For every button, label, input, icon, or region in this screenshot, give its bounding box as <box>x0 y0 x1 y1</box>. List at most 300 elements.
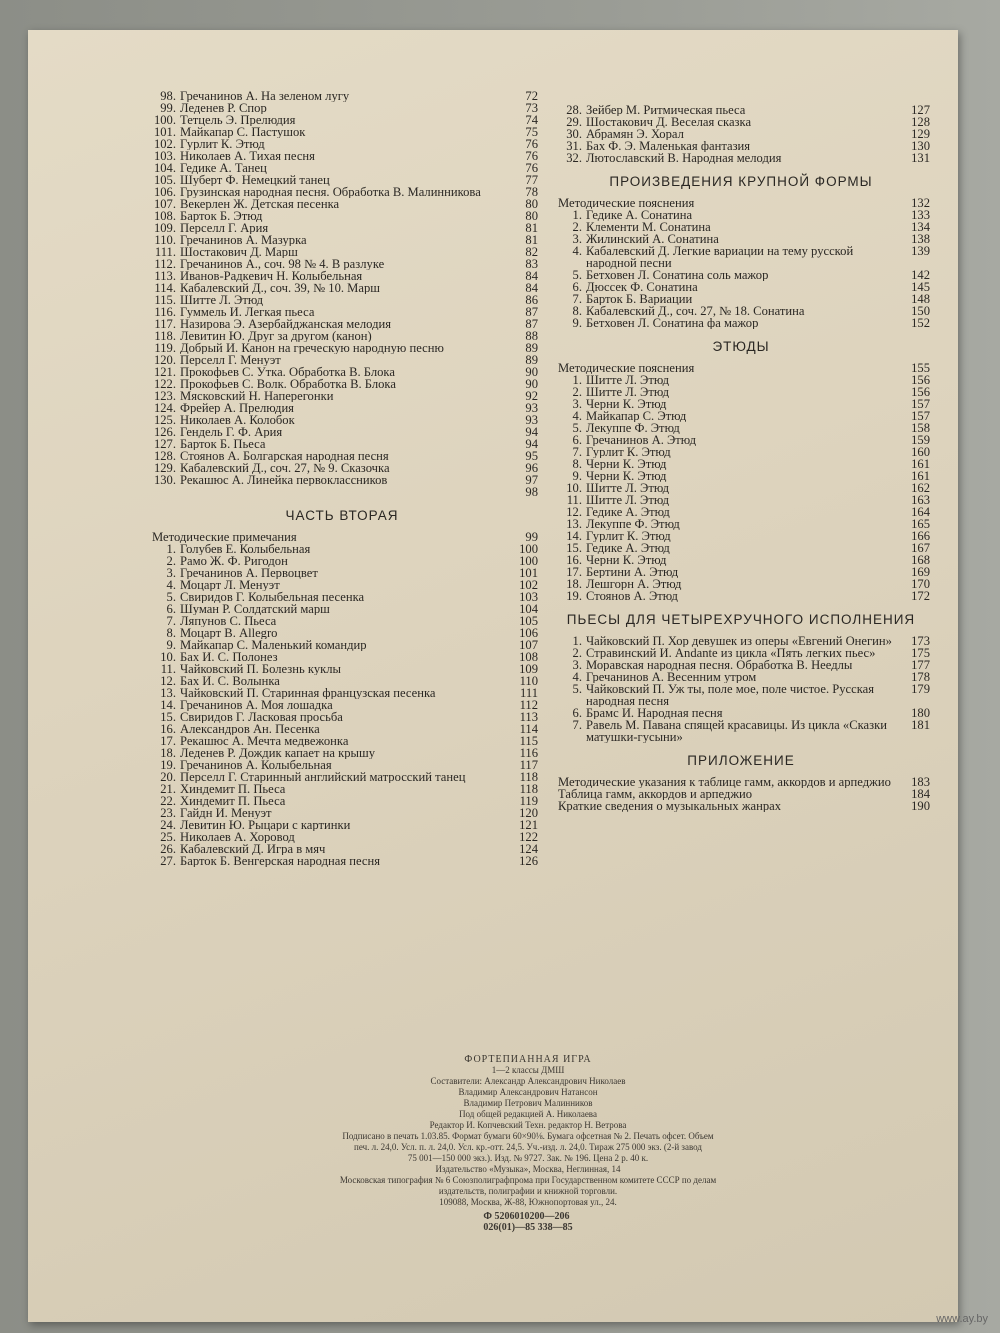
toc-entry-page: 150 <box>911 304 930 318</box>
toc-entry-title: Иванов-Радкевич Н. Колыбельная <box>180 270 363 282</box>
toc-entry <box>146 819 538 831</box>
toc-entry-title: Барток Б. Вариации <box>586 293 693 305</box>
toc-entry-title: Гурлит К. Этюд <box>586 530 671 542</box>
toc-entry-title: Кабалевский Д., соч. 39, № 10. Марш <box>180 282 380 294</box>
toc-entry-page: 148 <box>911 292 930 306</box>
toc-entry-number: 101. <box>153 125 176 139</box>
toc-entry-page: 74 <box>525 113 538 127</box>
toc-entry-number: 32. <box>566 151 582 165</box>
toc-entry-page: 94 <box>525 425 538 439</box>
toc-entry-number: 18. <box>566 577 582 591</box>
toc-entry-number: 7. <box>166 614 176 628</box>
toc-entry-number: 130. <box>153 473 176 487</box>
toc-entry-number: 19. <box>566 589 582 603</box>
toc-entry-title: Векерлен Ж. Детская песенка <box>180 198 340 210</box>
toc-entry-number: 107. <box>153 197 176 211</box>
toc-entry-page: 126 <box>519 854 538 868</box>
toc-entry-number: 17. <box>160 734 176 748</box>
toc-list-large-forms <box>552 197 930 329</box>
colophon-authors-2: Владимир Александрович Натансон <box>458 1087 598 1097</box>
toc-entry-title: Леденев Р. Дождик капает на крышу <box>180 747 375 759</box>
toc-entry-page: 120 <box>519 806 538 820</box>
toc-entry-page: 84 <box>525 269 538 283</box>
toc-entry-title: Черни К. Этюд <box>586 398 667 410</box>
toc-entry-title: Барток Б. Этюд <box>180 210 263 222</box>
toc-entry-number: 6. <box>572 280 582 294</box>
toc-entry <box>146 591 538 603</box>
toc-entry-number: 10. <box>160 650 176 664</box>
toc-entry-page: 139 <box>911 244 930 258</box>
toc-entry <box>552 293 930 305</box>
toc-entry-title: Рамо Ж. Ф. Ригодон <box>180 555 288 567</box>
toc-entry-title: Гречанинов А. На зеленом лугу <box>180 90 350 102</box>
toc-entry <box>552 422 930 434</box>
toc-list-appendix <box>552 776 930 812</box>
toc-entry-number: 25. <box>160 830 176 844</box>
toc-entry-number: 127. <box>153 437 176 451</box>
toc-entry-page: 158 <box>911 421 930 435</box>
toc-entry <box>146 378 538 390</box>
toc-entry <box>146 615 538 627</box>
toc-entry-page: 121 <box>519 818 538 832</box>
toc-entry-number: 2. <box>166 554 176 568</box>
toc-entry-page: 107 <box>519 638 538 652</box>
toc-entry-title: Бах И. С. Полонез <box>180 651 278 663</box>
toc-entry-number: 128. <box>153 449 176 463</box>
toc-entry-title: Перселл Г. Менуэт <box>180 354 281 366</box>
toc-entry-page: 118 <box>519 770 538 784</box>
toc-entry-title: Гурлит К. Этюд <box>586 446 671 458</box>
toc-entry-page: 124 <box>519 842 538 856</box>
toc-entry <box>146 711 538 723</box>
toc-entry-page: 101 <box>519 566 538 580</box>
toc-list-part-two <box>146 531 538 867</box>
toc-entry-title: Николаев А. Тихая песня <box>180 150 315 162</box>
toc-entry-page: 73 <box>525 101 538 115</box>
toc-entry-page: 89 <box>525 353 538 367</box>
toc-entry-number: 110. <box>154 233 176 247</box>
toc-entry-number: 1. <box>572 373 582 387</box>
toc-entry <box>552 566 930 578</box>
toc-entry <box>146 402 538 414</box>
colophon-editors: Редактор И. Копчевский Техн. редактор Н. Ветрова <box>429 1120 627 1130</box>
toc-entry-title: Бах Ф. Э. Маленькая фантазия <box>586 140 751 152</box>
toc-entry <box>146 198 538 210</box>
toc-entry <box>552 506 930 518</box>
toc-entry-number: 109. <box>153 221 176 235</box>
toc-entry-number: 14. <box>566 529 582 543</box>
toc-entry-number: 4. <box>572 670 582 684</box>
toc-entry-number: 98. <box>160 89 176 103</box>
toc-entry <box>552 233 930 245</box>
toc-entry-page: 108 <box>519 650 538 664</box>
right-column <box>552 104 930 812</box>
toc-entry-title: Гречанинов А. Весенним утром <box>586 671 757 683</box>
toc-entry-page: 114 <box>519 722 538 736</box>
toc-entry-page: 84 <box>525 281 538 295</box>
toc-entry-title: Грузинская народная песня. Обработка В. Малинникова <box>180 186 481 198</box>
toc-entry-title: Шитте Л. Этюд <box>586 482 670 494</box>
colophon-printer-3: 109088, Москва, Ж-88, Южнопортовая ул., 24. <box>439 1197 617 1207</box>
toc-entry-title: Шуман Р. Солдатский марш <box>180 603 330 615</box>
toc-entry <box>552 386 930 398</box>
toc-entry-title: Зейбер М. Ритмическая пьеса <box>586 104 746 116</box>
toc-entry-title: Шостакович Д. Веселая сказка <box>586 116 752 128</box>
toc-entry-title: Черни К. Этюд <box>586 458 667 470</box>
toc-entry <box>552 470 930 482</box>
toc-entry-page: 156 <box>911 373 930 387</box>
toc-entry-page: 166 <box>911 529 930 543</box>
toc-entry-title: Александров Ан. Песенка <box>180 723 320 735</box>
toc-entry-page: 161 <box>911 457 930 471</box>
toc-entry-title: Брамс И. Народная песня <box>586 707 723 719</box>
colophon-imprint-1: Ф 5206010200—206 <box>483 1211 570 1222</box>
colophon-printer-2: издательств, полиграфии и книжной торговли. <box>438 1186 618 1196</box>
toc-entry <box>146 759 538 771</box>
toc-entry-title: Клементи М. Сонатина <box>586 221 711 233</box>
toc-entry-number: 125. <box>153 413 176 427</box>
toc-entry <box>146 174 538 186</box>
toc-entry-title: Свиридов Г. Колыбельная песенка <box>180 591 365 603</box>
toc-entry-number: 9. <box>572 316 582 330</box>
toc-entry-number: 3. <box>572 658 582 672</box>
toc-entry <box>552 590 930 602</box>
toc-entry <box>146 474 538 486</box>
toc-entry-title: Гедике А. Этюд <box>586 542 670 554</box>
toc-entry-title: Мясковский Н. Наперегонки <box>180 390 334 402</box>
toc-entry-page: 152 <box>911 316 930 330</box>
toc-entry-number: 18. <box>160 746 176 760</box>
toc-entry <box>146 663 538 675</box>
toc-entry-title: Ляпунов С. Пьеса <box>180 615 277 627</box>
toc-entry-title: Фрейер А. Прелюдия <box>180 402 294 414</box>
toc-entry-page: 83 <box>525 257 538 271</box>
toc-entry <box>146 450 538 462</box>
toc-entry-page: 132 <box>911 196 930 210</box>
toc-entry-page: 178 <box>911 670 930 684</box>
toc-entry-number: 6. <box>166 602 176 616</box>
toc-entry-title: Моцарт В. Allegro <box>180 627 278 639</box>
toc-entry-number: 12. <box>160 674 176 688</box>
toc-entry-number: 118. <box>154 329 176 343</box>
toc-entry-page: 122 <box>519 830 538 844</box>
toc-entry-title: Гречанинов А. Моя лошадка <box>180 699 333 711</box>
toc-entry-page: 102 <box>519 578 538 592</box>
toc-entry-title: Рекашюс А. Линейка первоклассников <box>180 474 388 486</box>
toc-entry <box>552 542 930 554</box>
toc-entry-title: Бертини А. Этюд <box>586 566 679 578</box>
toc-entry-page: 99 <box>525 530 538 544</box>
toc-entry <box>146 150 538 162</box>
toc-entry-title: Перселл Г. Старинный английский матросский танец <box>180 771 466 783</box>
toc-entry-title: Бетховен Л. Сонатина фа мажор <box>586 317 759 329</box>
colophon-print-1: Подписано в печать 1.03.85. Формат бумаги 60×90⅛. Бумага офсетная № 2. Печать офсет. Объем <box>342 1131 714 1141</box>
toc-entry <box>146 318 538 330</box>
toc-entry-number: 1. <box>572 634 582 648</box>
toc-entry-title: Майкапар С. Маленький командир <box>180 639 367 651</box>
toc-entry <box>146 354 538 366</box>
toc-entry-page: 93 <box>525 401 538 415</box>
colophon-title: ФОРТЕПИАННАЯ ИГРА <box>464 1054 592 1065</box>
toc-entry-page: 94 <box>525 437 538 451</box>
toc-entry-page: 100 <box>519 542 538 556</box>
toc-entry <box>146 138 538 150</box>
toc-entry-number: 3. <box>166 566 176 580</box>
toc-entry <box>146 426 538 438</box>
toc-entry-page: 106 <box>519 626 538 640</box>
toc-entry <box>146 114 538 126</box>
toc-entry-title: Лютославский В. Народная мелодия <box>586 152 782 164</box>
toc-list-etudes <box>552 362 930 602</box>
toc-entry-page: 130 <box>911 139 930 153</box>
toc-entry <box>146 783 538 795</box>
toc-entry-number: 117. <box>154 317 176 331</box>
toc-entry <box>146 627 538 639</box>
toc-entry-title: Хиндемит П. Пьеса <box>180 783 286 795</box>
toc-entry-page: 117 <box>519 758 538 772</box>
toc-entry-page: 128 <box>911 115 930 129</box>
toc-entry-number: 1. <box>572 208 582 222</box>
toc-entry-title: Краткие сведения о музыкальных жанрах <box>558 800 782 812</box>
toc-entry <box>146 795 538 807</box>
toc-entry-title: Голубев Е. Колыбельная <box>180 543 311 555</box>
toc-entry-number: 4. <box>572 409 582 423</box>
toc-entry-page: 155 <box>911 361 930 375</box>
toc-entry-page: 179 <box>911 682 930 696</box>
toc-list-part-two-continued <box>552 104 930 164</box>
toc-entry <box>146 102 538 114</box>
toc-entry-page: 80 <box>525 209 538 223</box>
toc-entry <box>146 258 538 270</box>
toc-entry-title: Барток Б. Венгерская народная песня <box>180 855 381 867</box>
toc-entry <box>552 578 930 590</box>
toc-entry-number: 106. <box>153 185 176 199</box>
toc-entry-title: Шостакович Д. Марш <box>180 246 298 258</box>
toc-entry-title: Шитте Л. Этюд <box>586 494 670 506</box>
toc-entry-page: 190 <box>911 799 930 813</box>
toc-entry-title: Майкапар С. Пастушок <box>180 126 306 138</box>
toc-entry-title: Кабалевский Д., соч. 27, № 9. Сказочка <box>180 462 390 474</box>
toc-entry-page: 173 <box>911 634 930 648</box>
toc-entry-page: 86 <box>525 293 538 307</box>
toc-entry <box>552 152 930 164</box>
toc-entry-page: 93 <box>525 413 538 427</box>
toc-entry <box>146 282 538 294</box>
toc-entry-number: 31. <box>566 139 582 153</box>
toc-entry-title: Тетцель Э. Прелюдия <box>180 114 296 126</box>
toc-entry-title: Гедике А. Сонатина <box>586 209 693 221</box>
toc-entry <box>146 603 538 615</box>
toc-entry-page: 76 <box>525 149 538 163</box>
toc-entry-page: 80 <box>525 197 538 211</box>
toc-entry <box>552 683 930 707</box>
toc-entry-page: 159 <box>911 433 930 447</box>
toc-entry-title: Стоянов А. Болгарская народная песня <box>180 450 389 462</box>
toc-entry-title: Кабалевский Д. Легкие вариации на тему русской народной песни <box>586 245 854 269</box>
toc-entry-page: 100 <box>519 554 538 568</box>
heading-part-two: ЧАСТЬ ВТОРАЯ <box>285 508 399 523</box>
toc-entry-title: Гедике А. Танец <box>180 162 267 174</box>
toc-entry <box>552 245 930 269</box>
toc-entry-page: 163 <box>911 493 930 507</box>
toc-entry-title: Майкапар С. Этюд <box>586 410 687 422</box>
toc-entry-number: 115. <box>154 293 176 307</box>
toc-entry-page: 109 <box>519 662 538 676</box>
toc-entry-number: 6. <box>572 706 582 720</box>
toc-entry <box>146 186 538 198</box>
toc-entry <box>146 807 538 819</box>
toc-entry-number: 13. <box>160 686 176 700</box>
toc-entry-number: 16. <box>160 722 176 736</box>
toc-entry <box>552 518 930 530</box>
toc-entry-number: 119. <box>154 341 176 355</box>
toc-entry-number: 26. <box>160 842 176 856</box>
toc-entry-number: 27. <box>160 854 176 868</box>
toc-entry-title: Чайковский П. Болезнь куклы <box>180 663 341 675</box>
toc-entry-title: Назирова Э. Азербайджанская мелодия <box>180 318 392 330</box>
toc-entry-title: Методические примечания <box>152 531 297 543</box>
toc-list-four-hands <box>552 635 930 743</box>
toc-entry-page: 88 <box>525 329 538 343</box>
toc-entry-title: Рекашюс А. Мечта медвежонка <box>180 735 349 747</box>
heading-four-hands: ПЬЕСЫ ДЛЯ ЧЕТЫРЕХРУЧНОГО ИСПОЛНЕНИЯ <box>566 612 916 627</box>
toc-entry <box>552 776 930 788</box>
heading-large-forms: ПРОИЗВЕДЕНИЯ КРУПНОЙ ФОРМЫ <box>609 174 873 189</box>
toc-entry-title: Гречанинов А. Этюд <box>586 434 696 446</box>
toc-entry-page: 78 <box>525 185 538 199</box>
toc-entry-page: 164 <box>911 505 930 519</box>
toc-entry-title: Черни К. Этюд <box>586 554 667 566</box>
toc-entry <box>552 494 930 506</box>
toc-entry-title: Прокофьев С. Волк. Обработка В. Блока <box>180 378 396 390</box>
toc-entry <box>146 210 538 222</box>
toc-entry-page: 115 <box>519 734 538 748</box>
toc-entry-page: 104 <box>519 602 538 616</box>
toc-entry-page: 167 <box>911 541 930 555</box>
colophon-print-2: печ. л. 24,0. Усл. п. л. 24,0. Усл. кр.-отт. 24,5. Уч.-изд. л. 24,0. Тираж 275 000 экз. (2-й завод <box>354 1142 702 1152</box>
toc-entry <box>552 269 930 281</box>
toc-entry <box>552 530 930 542</box>
toc-entry-number: 7. <box>572 445 582 459</box>
toc-entry <box>552 374 930 386</box>
toc-entry <box>146 651 538 663</box>
toc-entry-title: Лекуппе Ф. Этюд <box>586 422 680 434</box>
toc-entry <box>146 747 538 759</box>
toc-entry-number: 19. <box>160 758 176 772</box>
toc-entry-page: 134 <box>911 220 930 234</box>
toc-entry-page: 118 <box>519 782 538 796</box>
toc-entry-number: 112. <box>154 257 176 271</box>
colophon-authors-1: Составители: Александр Александрович Николаев <box>430 1076 626 1086</box>
toc-entry-page: 95 <box>525 449 538 463</box>
toc-entry <box>146 90 538 102</box>
toc-entry-title: Шитте Л. Этюд <box>180 294 264 306</box>
toc-entry-page: 184 <box>911 787 930 801</box>
toc-entry-title: Прокофьев С. Утка. Обработка В. Блока <box>180 366 395 378</box>
colophon-publisher: Издательство «Музыка», Москва, Неглинная, 14 <box>435 1164 621 1174</box>
toc-entry-page: 81 <box>525 221 538 235</box>
toc-entry-title: Кабалевский Д. Игра в мяч <box>180 843 326 855</box>
toc-entry-page: 77 <box>525 173 538 187</box>
toc-entry-page: 116 <box>519 746 538 760</box>
toc-entry <box>552 671 930 683</box>
toc-entry <box>146 294 538 306</box>
toc-entry-title: Моравская народная песня. Обработка В. Неедлы <box>586 659 853 671</box>
toc-entry <box>552 410 930 422</box>
toc-entry-page: 76 <box>525 137 538 151</box>
toc-entry-page: 103 <box>519 590 538 604</box>
toc-entry <box>146 414 538 426</box>
toc-entry <box>146 639 538 651</box>
toc-entry-page: 156 <box>911 385 930 399</box>
toc-entry-number: 11. <box>160 662 176 676</box>
colophon-print-3: 75 001—150 000 экз.). Изд. № 9727. Зак. № 196. Цена 2 р. 40 к. <box>407 1153 649 1163</box>
toc-entry-page: 157 <box>911 397 930 411</box>
toc-entry-number: 122. <box>153 377 176 391</box>
toc-entry-title: Стравинский И. Andante из цикла «Пять легких пьес» <box>586 647 876 659</box>
toc-entry-number: 12. <box>566 505 582 519</box>
toc-entry-title: Абрамян Э. Хорал <box>586 128 684 140</box>
toc-entry-title: Жилинский А. Сонатина <box>586 233 719 245</box>
toc-entry-number: 15. <box>566 541 582 555</box>
toc-entry-title: Гречанинов А. Мазурка <box>180 234 307 246</box>
toc-entry-title: Бетховен Л. Сонатина соль мажор <box>586 269 769 281</box>
toc-entry-page: 183 <box>911 775 930 789</box>
toc-entry-page: 72 <box>525 89 538 103</box>
toc-entry-page: 170 <box>911 577 930 591</box>
toc-entry <box>552 116 930 128</box>
toc-entry-page: 87 <box>525 305 538 319</box>
toc-entry-number: 14. <box>160 698 176 712</box>
toc-entry-number: 108. <box>153 209 176 223</box>
toc-entry <box>146 306 538 318</box>
toc-entry-number: 126. <box>153 425 176 439</box>
toc-entry-number: 114. <box>154 281 176 295</box>
toc-entry-page: 157 <box>911 409 930 423</box>
toc-entry <box>552 635 930 647</box>
toc-entry <box>552 446 930 458</box>
toc-entry <box>146 723 538 735</box>
toc-entry-page: 142 <box>911 268 930 282</box>
colophon <box>228 1054 828 1233</box>
heading-appendix: ПРИЛОЖЕНИЕ <box>687 753 795 768</box>
toc-entry-page: 81 <box>525 233 538 247</box>
toc-entry-number: 2. <box>572 646 582 660</box>
toc-entry-number: 113. <box>154 269 176 283</box>
toc-entry <box>552 221 930 233</box>
toc-entry-title: Равель М. Павана спящей красавицы. Из цикла «Сказки матушки-гусыни» <box>586 719 887 743</box>
toc-entry-number: 28. <box>566 103 582 117</box>
toc-entry <box>552 788 930 800</box>
toc-entry-page: 177 <box>911 658 930 672</box>
toc-entry <box>552 554 930 566</box>
toc-entry-page: 98 <box>525 485 538 499</box>
toc-entry-number: 2. <box>572 385 582 399</box>
toc-entry-title: Чайковский П. Старинная французская песенка <box>180 687 436 699</box>
toc-entry-page: 76 <box>525 161 538 175</box>
toc-entry-page: 119 <box>519 794 538 808</box>
toc-entry-number: 22. <box>160 794 176 808</box>
colophon-imprint <box>483 1211 572 1233</box>
toc-entry <box>146 162 538 174</box>
toc-entry-number: 120. <box>153 353 176 367</box>
toc-entry <box>146 366 538 378</box>
toc-entry-number: 4. <box>572 244 582 258</box>
toc-entry-number: 5. <box>572 682 582 696</box>
toc-entry-number: 129. <box>153 461 176 475</box>
toc-entry-page: 75 <box>525 125 538 139</box>
toc-entry-title: Шитте Л. Этюд <box>586 386 670 398</box>
